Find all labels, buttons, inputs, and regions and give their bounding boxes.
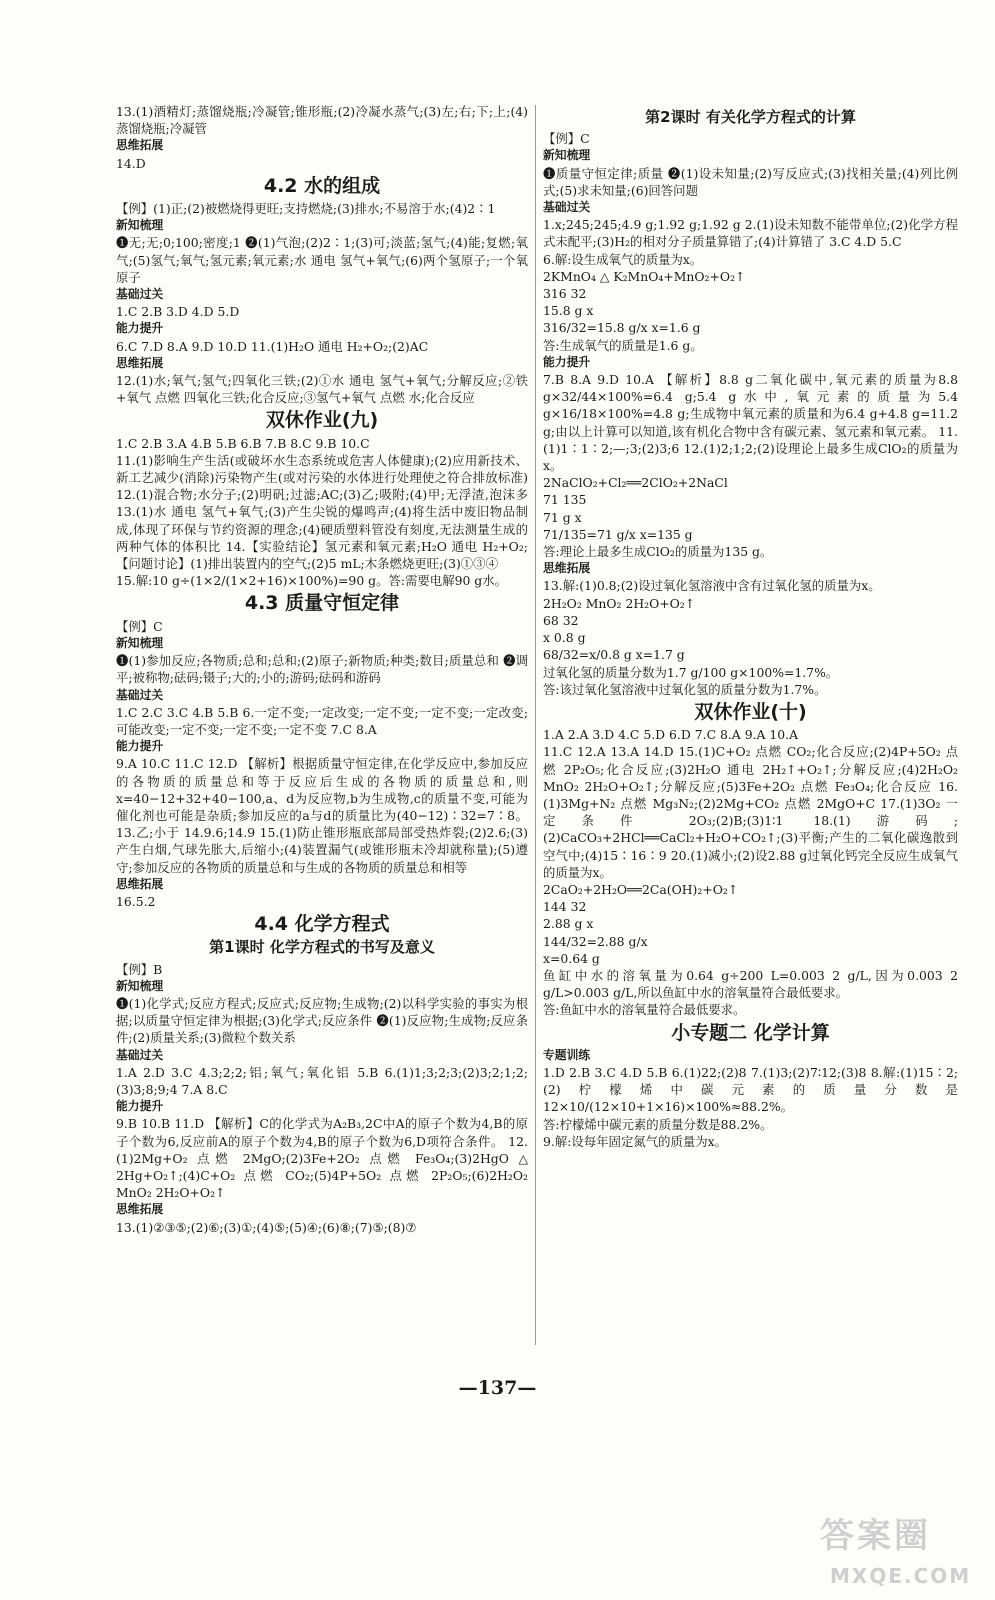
subsection-label: 新知梳理 bbox=[116, 635, 164, 650]
answer-line: 2H₂O₂ MnO₂ 2H₂O+O₂↑ bbox=[543, 595, 696, 611]
answer-line: 2.88 g x bbox=[543, 916, 594, 932]
answer-line: 9.B 10.B 11.D 【解析】C的化学式为A₂B₃,2C中A的原子个数为4,B的原子个数为6,反应前A的原子个数为4,B的原子个数为6,D项符合条件。 12.(1)2Mg+O₂ 点燃 2MgO;(2)3Fe+2O₂ 点燃 Fe₃O₄;(3)2HgO △ 2Hg+O₂↑;(4)C+O₂ 点燃 CO₂;(5)4P+5O₂ 点燃 2P₂O₅;(6)2H₂O₂ MnO₂ 2H₂O+O₂↑ bbox=[116, 1116, 528, 1201]
answer-line: 9.A 10.C 11.C 12.D 【解析】根据质量守恒定律,在化学反应中,参加反应的各物质的质量总和等于反应后生成的各物质的质量总和,则x=40−12+32+40−100,a、d为反应物,b为生成物,c的质量不变,可能为催化剂也可能是杂质;参加反应的a与d的质量比为(40−12)∶32=7∶8。 13.乙;小于 14.9.6;14.9 15.(1)防止锥形瓶底部局部受热炸裂;(2)2.6;(3)产生白烟,气球先胀大,后缩小;(4)装置漏气(或锥形瓶未冷却就称量);(5)遵守;参加反应的各物质的质量总和与生成的各物质的质量总和相等 bbox=[116, 756, 528, 875]
answer-line: 11.(1)影响生产生活(或破坏水生态系统或危害人体健康);(2)应用新技术、新工艺减少(消除)污染物产生(或对污染的水体进行处理使之符合排放标准) 12.(1)混合物;水分子;(2)明矾;过滤;AC;(3)乙;吸附;(4)甲;无浮渣,泡沫多 13.(1)水 通电 氢气+氧气;(3)产生尖锐的爆鸣声;(4)将生活中废旧物品制成,体现了环保与节约资源的理念;(4)硬质塑料管没有刻度,无法测量生成的两种气体的体积比 14.【实验结论】氢元素和氧元素;H₂O 通电 H₂+O₂;【问题讨论】(1)排出装置内的空气;(2)5 mL;木条燃烧更旺;(3)①③④ bbox=[116, 452, 528, 572]
answer-line: 11.C 12.A 13.A 14.D 15.(1)C+O₂ 点燃 CO₂;化合反应;(2)4P+5O₂ 点燃 2P₂O₅;化合反应;(3)2H₂O 通电 2H₂↑+O₂↑;分解反应;(4)2H₂O₂ MnO₂ 2H₂O+O₂↑;分解反应;(5)3Fe+2O₂ 点燃 Fe₃O₄;化合反应 16.(1)3Mg+N₂ 点燃 Mg₃N₂;(2)2Mg+CO₂ 点燃 2MgO+C 17.(1)3O₂ 一定条件 2O₃;(2)B;(3)1∶1 18.(1)游码;(2)CaCO₃+2HCl══CaCl₂+H₂O+CO₂↑;(3)平衡;产生的二氧化碳逸散到空气中;(4)15∶16∶9 20.(1)减小;(2)设2.88 g过氧化钙完全反应生成氧气的质量为x。 bbox=[543, 744, 958, 880]
answer-line: 144 32 bbox=[543, 899, 587, 915]
answer-line: 1.x;245;245;4.9 g;1.92 g;1.92 g 2.(1)设未知数不能带单位;(2)化学方程式未配平;(3)H₂的相对分子质量算错了;(4)计算错了 3.C 4.D 5.C bbox=[543, 217, 958, 250]
answer-line: 答:理论上最多生成ClO₂的质量为135 g。 bbox=[543, 544, 773, 560]
answer-line: ❶(1)化学式;反应方程式;反应式;反应物;生成物;(2)以科学实验的事实为根据;以质量守恒定律为根据;(3)化学式;反应条件 ❷(1)反应物;生成物;反应条件;(2)质量关系;(3)微粒个数关系 bbox=[116, 995, 528, 1046]
answer-line: 【例】C bbox=[543, 131, 590, 147]
subsection-label: 基础过关 bbox=[543, 200, 591, 215]
answer-line: 12.(1)水;氧气;氢气;四氧化三铁;(2)①水 通电 氢气+氧气;分解反应;②铁+氧气 点燃 四氧化三铁;化合反应;③氢气+氧气 点燃 水;化合反应 bbox=[116, 373, 528, 406]
answer-line: ❶无;无;0;100;密度;1 ❷(1)气泡;(2)2∶1;(3)可;淡蓝;氢气;(4)能;复燃;氧气;(5)氢气;氧气;氢元素;氧元素;水 通电 氢气+氧气;(6)两个氢原子;一个氧原子 bbox=[116, 235, 528, 285]
answer-line: 答:该过氧化氢溶液中过氧化氢的质量分数为1.7%。 bbox=[543, 681, 827, 697]
answer-line: 答:柠檬烯中碳元素的质量分数是88.2%。 bbox=[543, 1116, 773, 1132]
answer-line: 1.C 2.B 3.A 4.B 5.B 6.B 7.B 8.C 9.B 10.C bbox=[116, 435, 370, 451]
left-column bbox=[116, 103, 528, 1236]
subsection-label: 能力提升 bbox=[543, 354, 591, 369]
answer-line: 13.解:(1)0.8;(2)设过氧化氢溶液中含有过氧化氢的质量为x。 bbox=[543, 578, 881, 594]
lesson-heading: 第2课时 有关化学方程式的计算 bbox=[645, 108, 856, 126]
answer-line: ❶质量守恒定律;质量 ❷(1)设未知量;(2)写反应式;(3)找相关量;(4)列比例式;(5)求未知量;(6)回答问题 bbox=[543, 165, 958, 198]
answer-line: 2CaO₂+2H₂O══2Ca(OH)₂+O₂↑ bbox=[543, 881, 739, 897]
subsection-label: 基础过关 bbox=[116, 687, 164, 702]
answer-line: 14.D bbox=[116, 155, 146, 171]
section-heading: 4.2 水的组成 bbox=[263, 174, 381, 197]
watermark-en: MXQE.COM bbox=[830, 1564, 972, 1588]
answer-line: 【例】C bbox=[116, 618, 163, 634]
answer-line: ❶(1)参加反应;各物质;总和;总和;(2)原子;新物质;种类;数目;质量总和 ❷调平;被称物;砝码;镊子;大的;小的;游码;砝码和游码 bbox=[116, 653, 528, 686]
subsection-label: 能力提升 bbox=[116, 321, 164, 336]
answer-line: 1.D 2.B 3.C 4.D 5.B 6.(1)22;(2)8 7.(1)3;(2)7∶12;(3)8 8.解:(1)15∶2;(2)柠檬烯中碳元素的质量分数是12×10/(12×10+1×16)×100%≈88.2%。 bbox=[543, 1064, 958, 1115]
answer-line: 16.5.2 bbox=[116, 893, 156, 909]
subsection-label: 新知梳理 bbox=[116, 218, 164, 233]
subsection-label: 思维拓展 bbox=[116, 876, 164, 891]
subsection-label: 新知梳理 bbox=[543, 148, 591, 163]
column-divider bbox=[535, 105, 536, 1345]
answer-line: 316/32=15.8 g/x x=1.6 g bbox=[543, 320, 701, 336]
answer-line: 316 32 bbox=[543, 286, 587, 302]
subsection-label: 基础过关 bbox=[116, 1047, 164, 1062]
section-heading: 双休作业(十) bbox=[694, 700, 807, 723]
answer-line: 68/32=x/0.8 g x=1.7 g bbox=[543, 647, 685, 663]
subsection-label: 思维拓展 bbox=[543, 561, 591, 576]
subsection-label: 专题训练 bbox=[543, 1047, 591, 1062]
answer-line: 9.解:设每年固定氮气的质量为x。 bbox=[543, 1133, 728, 1149]
answer-line: 答:鱼缸中水的溶氧量符合最低要求。 bbox=[543, 1002, 746, 1018]
answer-line: 6.C 7.D 8.A 9.D 10.D 11.(1)H₂O 通电 H₂+O₂;(2)AC bbox=[116, 338, 429, 354]
watermark-logo bbox=[820, 1516, 972, 1590]
answer-line: 1.A 2.D 3.C 4.3;2;2;铝;氧气;氧化铝 5.B 6.(1)1;3;2;3;(2)3;2;1;2;(3)3;8;9;4 7.A 8.C bbox=[116, 1064, 528, 1097]
subsection-label: 思维拓展 bbox=[116, 138, 164, 153]
answer-line: 1.C 2.C 3.C 4.B 5.B 6.一定不变;一定改变;一定不变;一定不变;一定改变;可能改变;一定不变;一定不变;一定不变 7.C 8.A bbox=[116, 704, 528, 737]
section-heading: 4.4 化学方程式 bbox=[254, 913, 390, 936]
subsection-label: 能力提升 bbox=[116, 1099, 164, 1114]
lesson-heading: 第1课时 化学方程式的书写及意义 bbox=[209, 938, 435, 957]
answer-line: 2NaClO₂+Cl₂══2ClO₂+2NaCl bbox=[543, 475, 728, 491]
section-heading: 小专题二 化学计算 bbox=[671, 1021, 830, 1044]
answer-line: 1.A 2.A 3.D 4.C 5.D 6.D 7.C 8.A 9.A 10.A bbox=[543, 727, 799, 743]
answer-line: 过氧化氢的质量分数为1.7 g/100 g×100%=1.7%。 bbox=[543, 664, 839, 680]
section-heading: 双休作业(九) bbox=[265, 409, 379, 432]
answer-line: 71 g x bbox=[543, 509, 582, 525]
answer-line: x=0.64 g bbox=[543, 950, 600, 966]
subsection-label: 思维拓展 bbox=[116, 1202, 164, 1217]
answer-line: 68 32 bbox=[543, 612, 579, 628]
answer-line: 1.C 2.B 3.D 4.D 5.D bbox=[116, 304, 240, 320]
right-column bbox=[543, 103, 958, 1150]
answer-line: 13.(1)酒精灯;蒸馏烧瓶;冷凝管;锥形瓶;(2)冷凝水蒸气;(3)左;右;下;上;(4)蒸馏烧瓶;冷凝管 bbox=[116, 104, 528, 137]
answer-line: 71 135 bbox=[543, 492, 587, 508]
subsection-label: 能力提升 bbox=[116, 739, 164, 754]
page-number: —137— bbox=[458, 1377, 537, 1399]
answer-line: 144/32=2.88 g/x bbox=[543, 933, 648, 949]
subsection-label: 新知梳理 bbox=[116, 978, 164, 993]
answer-line: x 0.8 g bbox=[543, 630, 586, 646]
watermark-cn: 答案圈 bbox=[820, 1516, 931, 1556]
answer-line: 鱼缸中水的溶氧量为0.64 g÷200 L=0.003 2 g/L,因为0.003 2 g/L>0.003 g/L,所以鱼缸中水的溶氧量符合最低要求。 bbox=[543, 967, 958, 1001]
section-heading: 4.3 质量守恒定律 bbox=[244, 592, 400, 615]
subsection-label: 思维拓展 bbox=[116, 355, 164, 370]
answer-line: 6.解:设生成氧气的质量为x。 bbox=[543, 251, 703, 267]
answer-line: 2KMnO₄ △ K₂MnO₄+MnO₂+O₂↑ bbox=[543, 268, 746, 284]
answer-line: 答:生成氧气的质量是1.6 g。 bbox=[543, 337, 703, 353]
answer-line: 13.(1)②③⑤;(2)⑥;(3)①;(4)⑤;(5)④;(6)⑧;(7)⑤;(8)⑦ bbox=[116, 1219, 417, 1235]
answer-line: 【例】B bbox=[116, 961, 163, 977]
subsection-label: 基础过关 bbox=[116, 287, 164, 302]
answer-line: 【例】(1)正;(2)被燃烧得更旺;支持燃烧;(3)排水;不易溶于水;(4)2∶1 bbox=[116, 201, 496, 217]
answer-line: 15.8 g x bbox=[543, 303, 594, 319]
answer-line: 7.B 8.A 9.D 10.A 【解析】8.8 g二氧化碳中,氧元素的质量为8.8 g×32/44×100%=6.4 g;5.4 g水中,氧元素的质量为5.4 g×16/18×100%=4.8 g;生成物中氧元素的质量和为6.4 g+4.8 g=11.2 g;由以上计算可以知道,该有机化合物中含有碳元素、氢元素和氧元素。 11.(1)1∶1∶2;—;3;(2)3;6 12.(1)2;1;2;(2)设理论上最多生成ClO₂的质量为x。 bbox=[543, 372, 958, 474]
answer-line: 15.解:10 g÷(1×2/(1×2+16)×100%)=90 g。答:需要电解90 g水。 bbox=[116, 573, 508, 589]
answer-line: 71/135=71 g/x x=135 g bbox=[543, 526, 693, 542]
